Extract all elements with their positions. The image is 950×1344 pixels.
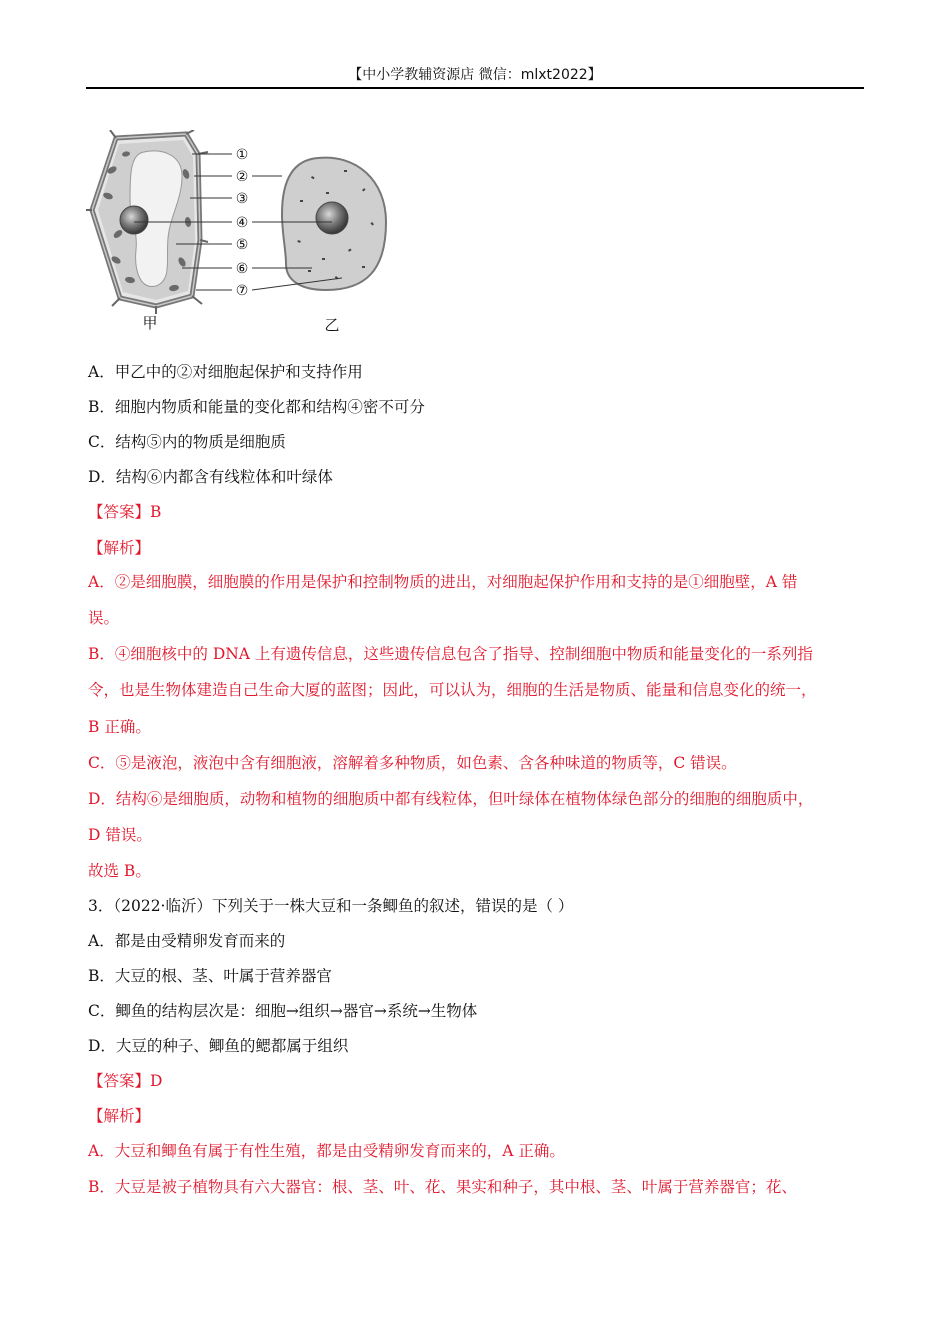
animal-nucleus	[316, 202, 348, 234]
page-header: 【中小学教辅资源店 微信：mlxt2022】	[348, 67, 602, 83]
q2-option-a: A．甲乙中的②对细胞起保护和支持作用	[88, 363, 363, 381]
label-7: ⑦	[235, 283, 249, 299]
q2-conclusion: 故选 B。	[88, 862, 151, 880]
q2-analysis-line: B 正确。	[88, 718, 151, 736]
q3-analysis-line: B．大豆是被子植物具有六大器官：根、茎、叶、花、果实和种子，其中根、茎、叶属于营养器官；花、	[88, 1178, 797, 1196]
q3-option-b: B．大豆的根、茎、叶属于营养器官	[88, 967, 332, 985]
q2-analysis-line: B．④细胞核中的 DNA 上有遗传信息，这些遗传信息包含了指导、控制细胞中物质和能量变化的一系列指	[88, 645, 813, 663]
q2-analysis-line: C．⑤是液泡，液泡中含有细胞液，溶解着多种物质，如色素、含各种味道的物质等，C 错误。	[88, 754, 737, 772]
q2-analysis-line: 误。	[88, 609, 120, 627]
plant-nucleus	[120, 206, 148, 234]
label-2: ②	[235, 169, 249, 185]
q3-stem: 3．（2022·临沂）下列关于一株大豆和一条鲫鱼的叙述，错误的是（ ）	[88, 897, 574, 915]
q2-analysis-line: 令，也是生物体建造自己生命大厦的蓝图；因此，可以认为，细胞的生活是物质、能量和信息变化的统一，	[88, 681, 817, 699]
q2-analysis-line: A．②是细胞膜，细胞膜的作用是保护和控制物质的进出，对细胞起保护作用和支持的是①细胞壁，A 错	[88, 573, 798, 591]
q3-option-a: A．都是由受精卵发育而来的	[88, 932, 286, 950]
cell-diagram	[86, 130, 396, 340]
q3-analysis-title: 【解析】	[88, 1107, 151, 1125]
q3-option-d: D．大豆的种子、鲫鱼的鳃都属于组织	[88, 1037, 349, 1055]
label-4: ④	[235, 215, 249, 231]
label-1: ①	[235, 147, 249, 163]
q3-option-c: C．鲫鱼的结构层次是：细胞→组织→器官→系统→生物体	[88, 1002, 478, 1020]
q2-option-b: B．细胞内物质和能量的变化都和结构④密不可分	[88, 398, 425, 416]
q2-option-d: D．结构⑥内都含有线粒体和叶绿体	[88, 468, 333, 486]
q2-analysis-title: 【解析】	[88, 539, 151, 557]
q2-answer: 【答案】B	[88, 503, 162, 521]
label-6: ⑥	[235, 261, 249, 277]
header-rule	[86, 87, 864, 89]
caption-animal: 乙	[324, 316, 340, 334]
q2-analysis-line: D．结构⑥是细胞质，动物和植物的细胞质中都有线粒体，但叶绿体在植物体绿色部分的细胞的细胞质中，	[88, 790, 814, 808]
q2-analysis-line: D 错误。	[88, 826, 152, 844]
caption-plant: 甲	[142, 314, 158, 332]
q2-option-c: C．结构⑤内的物质是细胞质	[88, 433, 286, 451]
q3-analysis-line: A．大豆和鲫鱼有属于有性生殖，都是由受精卵发育而来的，A 正确。	[88, 1142, 565, 1160]
q3-answer: 【答案】D	[88, 1072, 163, 1090]
label-5: ⑤	[235, 237, 249, 253]
label-3: ③	[235, 191, 249, 207]
